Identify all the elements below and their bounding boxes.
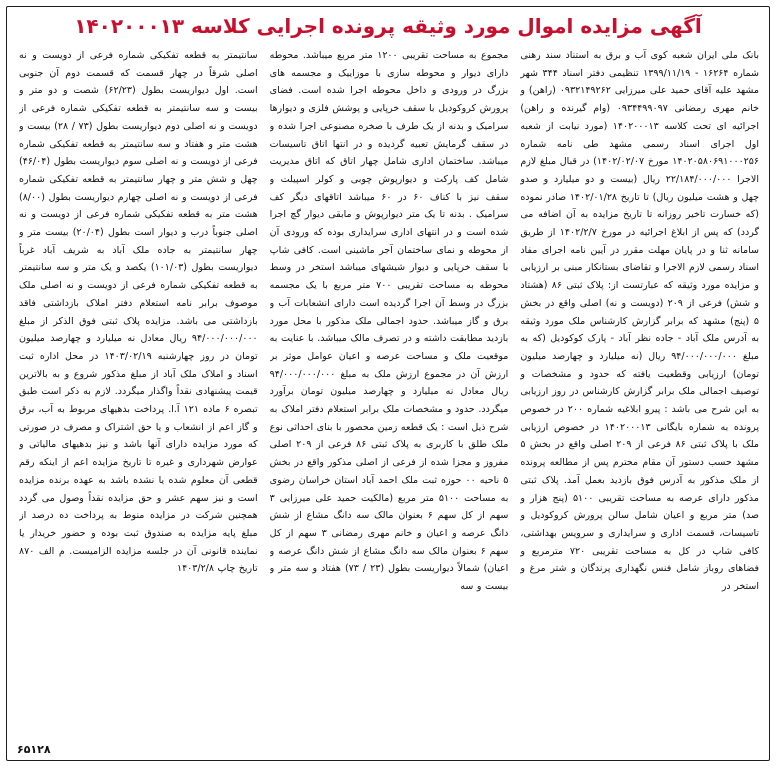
notice-column-2	[270, 47, 509, 738]
notice-code: ۶۵۱۲۸	[17, 743, 51, 756]
notice-column-3	[19, 47, 258, 738]
notice-text-column-3: سانتیمتر به قطعه تفکیکی شماره فرعی از دویست و نه اصلی شرقاً در چهار قسمت که قسمت دوم آن جنوبی است. اول دیواریست بطول (۶۲/۲۳) شصت و دو متر و بیست و سه سانتیمتر به قطعه تفکیکی شماره فرعی از دویست و نه اصلی دوم دیواریست بطول (۷۳ / ۲۸) بیست و هشت متر و هفتاد و سه سانتیمتر به قطعه تفکیکی شماره فرعی از دویست و نه اصلی سوم دیواریست بطول (۴۶/۰۴) چهل و شش متر و چهار سانتیمتر به قطعه تفکیکی شماره فرعی از دویست و نه اصلی چهارم دیواریست بطول (۸/۰۰) هشت متر به قطعه تفکیکی شماره فرعی از دویست و نه اصلی جنوباً درب و دیوار است بطول (۲۰/۰۴) بیست متر و چهار سانتیمتر به جاده ملک آباد به شریف آباد غرباً دیواریست بطول (۱۰۱/۰۳) یکصد و یک متر و سه سانتیمتر به قطعه تفکیکی شماره فرعی از دویست و نه اصلی ملک موصوف برابر نامه استعلام دفتر املاک بازداشتی فاقد بازداشتی می باشد. مزایده پلاک ثبتی فوق الذکر از مبلغ ۹۴/۰۰۰/۰۰۰/۰۰۰ ریال معادل نه میلیارد و چهارصد میلیون تومان در روز چهارشنبه ۱۴۰۳/۰۲/۱۹ در محل اداره ثبت اسناد و املاک ملک آباد از مبلغ مذکور شروع و به بالاترین قیمت پیشنهادی نقداً واگذار میگردد. لازم به ذکر است طبق تبصره ۶ ماده ۱۲۱ آ.ا. پرداخت بدهیهای مربوط به آب، برق و گاز اعم از انشعاب و یا حق اشتراک و مصرف در صورتی که مورد مزایده دارای آنها باشد و نیز بدهیهای مالیاتی و عوارض شهرداری و غیره تا تاریخ مزایده اعم از اینکه رقم قطعی آن معلوم شده یا نشده باشد به عهده برنده مزایده است و نیز سهم عشر و حق مزایده نقداً وصول می گردد همچنین شرکت در مزایده منوط به پرداخت ده درصد از مبلغ پایه مزایده به صندوق ثبت بوده و حضور خریدار یا نماینده قانونی آن در جلسه مزایده الزامیست. م الف ۸۷۰ تاریخ چاپ ۱۴۰۳/۲/۸	[18, 50, 258, 575]
notice-title: آگهی مزایده اموال مورد وثیقه پرونده اجرایی کلاسه ۱۴۰۲۰۰۰۱۳	[74, 14, 702, 38]
notice-text-column-2: مجموع به مساحت تقریبی ۱۲۰۰ متر مربع میباشد. محوطه دارای دیوار و محوطه سازی با موزاییک و مجسمه های بزرگ در ورودی و داخل محوطه اجرا شده است. فضای پرورش کروکودیل با سقف خرپایی و پوشش فلزی و دیوارها سرامیک و بدنه از یک طرف با صخره مصنوعی اجرا شده و در سقف گرمایش تعبیه گردیده و در انتها اتاق تاسیسات میباشد. ساختمان اداری شامل چهار اتاق که اتاق مدیریت شامل کف پارکت و دیوارپوش چوبی و کولر اسپیلت و سقف نیز با کناف ۶۰ در ۶۰ میباشد اتاقهای دیگر کف سرامیک . بدنه تا یک متر دیوارپوش و مابقی دیوار گچ اجرا شده است و در انتهای اداری سرایداری بوده که ورودی آن از محوطه و نمای ساختمان آجر ماشینی است. کافی شاپ با سقف خرپایی و دیوار شیشهای میباشد استخر در وسط محوطه به مساحت تقریبی ۷۰۰ متر مربع با یک مجسمه بزرگ در وسط آن اجرا گردیده است دارای انشعابات آب و برق و گاز میباشد. حدود اجمالی ملک مذکور با محل مورد بازدید مطابقت داشته و در تصرف مالک میباشد. با عنایت به موقعیت ملک و مساحت عرصه و اعیان عوامل موثر بر ارزش آن در مجموع ارزش ملک به مبلغ ۹۴/۰۰۰/۰۰۰/۰۰۰ ریال معادل نه میلیارد و چهارصد میلیون تومان برآورد میگردد. حدود و مشخصات ملک برابر استعلام دفتر املاک به شرح ذیل است : یک قطعه زمین محصور با بنای احداثی نوع ملک طلق با کاربری به پلاک ثبتی ۸۶ فرعی از ۲۰۹ اصلی مفروز و مجزا شده از فرعی از اصلی مذکور واقع در بخش ۵ ناحیه ۰۰ حوزه ثبت ملک احمد آباد استان خراسان رضوی به مساحت ۵۱۰۰ متر مربع (مالکیت حمید علی میرزایی ۳ سهم از کل سهم ۶ بعنوان مالک سه دانگ مشاع از شش دانگ عرصه و اعیان و خانم مهری رمضانی ۳ سهم از کل سهم ۶ بعنوان مالک سه دانگ مشاع از شش دانگ عرصه و اعیان) شمالاً دیواریست بطول (۲۳ / ۷۳) هفتاد و سه متر و بیست و سه	[269, 50, 509, 593]
notice-column-1	[520, 47, 759, 738]
auction-notice	[6, 6, 770, 761]
notice-text-column-1: بانک ملی ایران شعبه کوی آب و برق به استناد سند رهنی شماره ۱۶۲۶۴ - ۱۳۹۹/۱۱/۱۹ تنظیمی دفتر اسناد ۳۴۴ شهر مشهد علیه آقای حمید علی میرزایی ۰۹۳۲۱۴۹۲۶۲ (راهن) و خانم مهری رمضانی ۰۹۳۴۴۹۹۰۹۷ (وام گیرنده و راهن) اجرائیه ای تحت کلاسه ۱۴۰۲۰۰۰۱۳ (مورد نیابت از شعبه اول اجرای اسناد رسمی مشهد طی نامه شماره ۱۴۰۲۰۵۸۰۶۹۱۰۰۰۲۵۶ مورخ ۱۴۰۲/۰۲/۰۷) در قبال مبلغ لازم الاجرا ۲۲/۱۸۴/۰۰۰/۰۰۰ ریال (بیست و دو میلیارد و صدو چهل و هشت میلیون ریال) تا تاریخ ۱۴۰۲/۰۱/۲۸ صادر نموده (که خسارت تاخیر روزانه تا تاریخ مزایده به آن اضافه می گردد) که پس از ابلاغ اجرائیه در مورخ ۱۴۰۲/۲/۷ از طریق سامانه ثنا و در پایان مهلت مقرر در آیین نامه اجرای مفاد اسناد رسمی لازم الاجرا و تقاضای بستانکار مبنی بر ارزیابی و مزایده مورد وثیقه که عبارتست از: پلاک ثبتی ۸۶ (هشتاد و شش) فرعی از ۲۰۹ (دویست و نه) اصلی واقع در بخش ۵ (پنج) مشهد که برابر گزارش کارشناس ملک مورد وثیقه به آدرس ملک آباد - جاده نظر آباد - پارک کوکودیل (که به مبلغ ۹۴/۰۰۰/۰۰۰/۰۰۰ ریال (نه میلیارد و چهارصد میلیون تومان) ارزیابی وقطعیت یافته که حدود و مشخصات و توصیف اجمالی ملک برابر گزارش کارشناس در روز ارزیابی به این شرح می باشد : پیرو ابلاغیه شماره ۲۰۰ در خصوص پرونده به شماره بایگانی ۱۴۰۲۰۰۰۱۳ در خصوص ارزیابی ملک با پلاک ثبتی ۸۶ فرعی از ۲۰۹ اصلی واقع در بخش ۵ مشهد حسب دستور آن مقام محترم پس از مطالعه پرونده از ملک مذکور به آدرس فوق بازدید بعمل آمد. پلاک ثبتی مذکور دارای عرصه به مساحت تقریبی ۵۱۰۰ (پنج هزار و صد) متر مربع و اعیان شامل سالن پرورش کروکودیل و تاسیسات، قسمت اداری و سرایداری و سرویس بهداشتی، کافی شاپ در کل به مساحت تقریبی ۷۲۰ مترمربع و فضاهای روباز شامل فنس نگهداری پرندگان و شتر مرغ و استخر در	[520, 50, 759, 593]
notice-columns	[19, 47, 759, 738]
